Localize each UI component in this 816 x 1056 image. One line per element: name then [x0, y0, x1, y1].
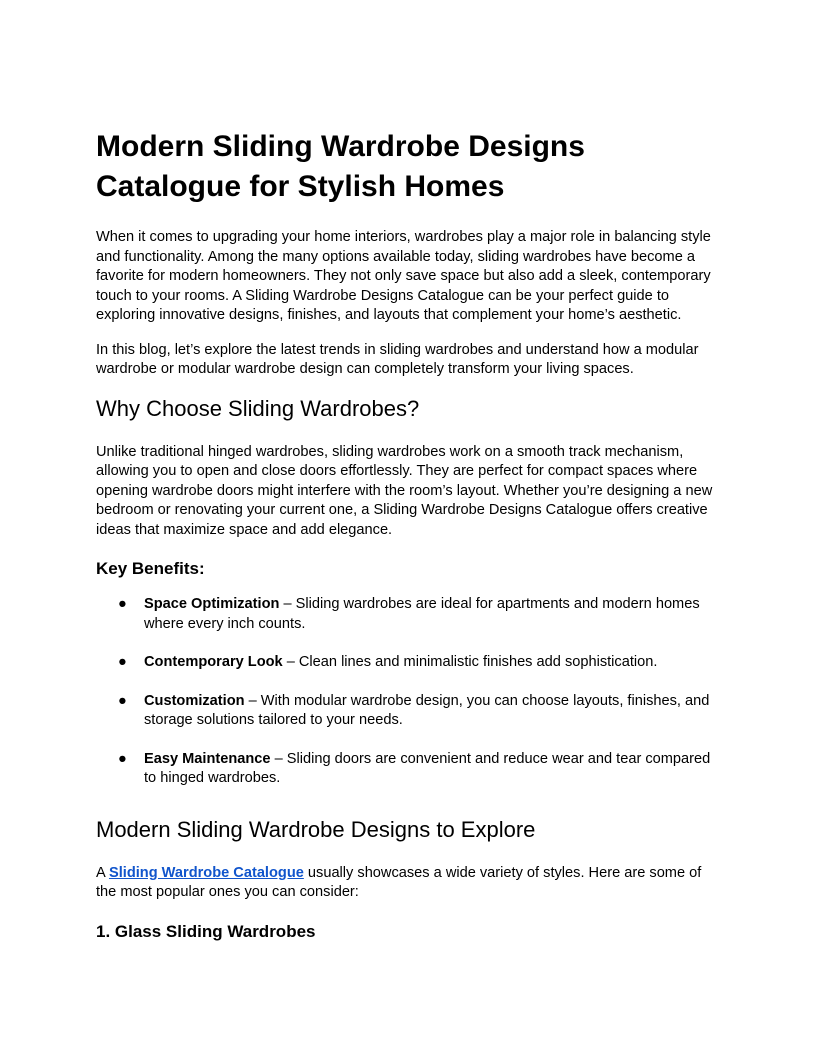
bullet-icon: ●: [118, 596, 127, 612]
list-item: [96, 653, 720, 673]
bullet-icon: ●: [118, 692, 127, 709]
benefit-term: Contemporary Look: [144, 654, 283, 670]
intro-paragraph: When it comes to upgrading your home interiors, wardrobes play a major role in balancing style and functionality. Among the many options available today, sliding wardrobes have become a favorite for modern homeowners. They not only save space but also add a sleek, contemporary touch to your rooms. A Sliding Wardrobe Designs Catalogue can be your perfect guide to exploring innovative designs, finishes, and layouts that complement your home’s aesthetic.: [96, 229, 711, 323]
why-choose-paragraph: Unlike traditional hinged wardrobes, sliding wardrobes work on a smooth track mechanism, allowing you to open and close doors effortlessly. They are perfect for compact spaces where opening wardrobe doors might interfere with the room’s layout. Whether you’re designing a new bedroom or renovating your current one, a Sliding Wardrobe Designs Catalogue offers creative ideas that maximize space and add elegance.: [96, 443, 713, 538]
designs-paragraph-prefix: A: [96, 864, 109, 881]
list-item: [96, 750, 720, 789]
bullet-icon: ●: [118, 750, 127, 767]
section-heading-designs: Modern Sliding Wardrobe Designs to Explore: [96, 816, 536, 842]
benefit-text: – Sliding doors are convenient and reduce wear and tear compared to hinged wardrobes.: [144, 750, 711, 786]
list-item: [96, 692, 720, 731]
benefit-term: Easy Maintenance: [144, 750, 271, 767]
subsection-heading-glass: 1. Glass Sliding Wardrobes: [96, 921, 316, 941]
benefit-term: Customization: [144, 692, 245, 709]
document-title: Modern Sliding Wardrobe Designs Catalogue for Stylish Homes: [96, 130, 585, 203]
section-heading-why-choose: Why Choose Sliding Wardrobes?: [96, 395, 420, 421]
designs-paragraph-suffix: usually showcases a wide variety of styles. Here are some of the most popular ones you can consider:: [96, 864, 702, 900]
blog-paragraph: In this blog, let’s explore the latest trends in sliding wardrobes and understand how a modular wardrobe or modular wardrobe design can completely transform your living spaces.: [96, 341, 699, 377]
benefit-text: – With modular wardrobe design, you can choose layouts, finishes, and storage solutions tailored to your needs.: [144, 692, 710, 728]
benefit-text: – Clean lines and minimalistic finishes add sophistication.: [282, 654, 658, 670]
sliding-wardrobe-catalogue-link[interactable]: Sliding Wardrobe Catalogue: [108, 864, 304, 881]
key-benefits-heading: Key Benefits:: [96, 559, 205, 578]
designs-paragraph: [96, 864, 720, 903]
benefit-text: – Sliding wardrobes are ideal for apartments and modern homes where every inch counts.: [144, 596, 700, 632]
bullet-icon: ●: [118, 654, 127, 670]
list-item: [96, 595, 720, 634]
key-benefits-list: [96, 595, 720, 789]
benefit-term: Space Optimization: [144, 596, 280, 612]
